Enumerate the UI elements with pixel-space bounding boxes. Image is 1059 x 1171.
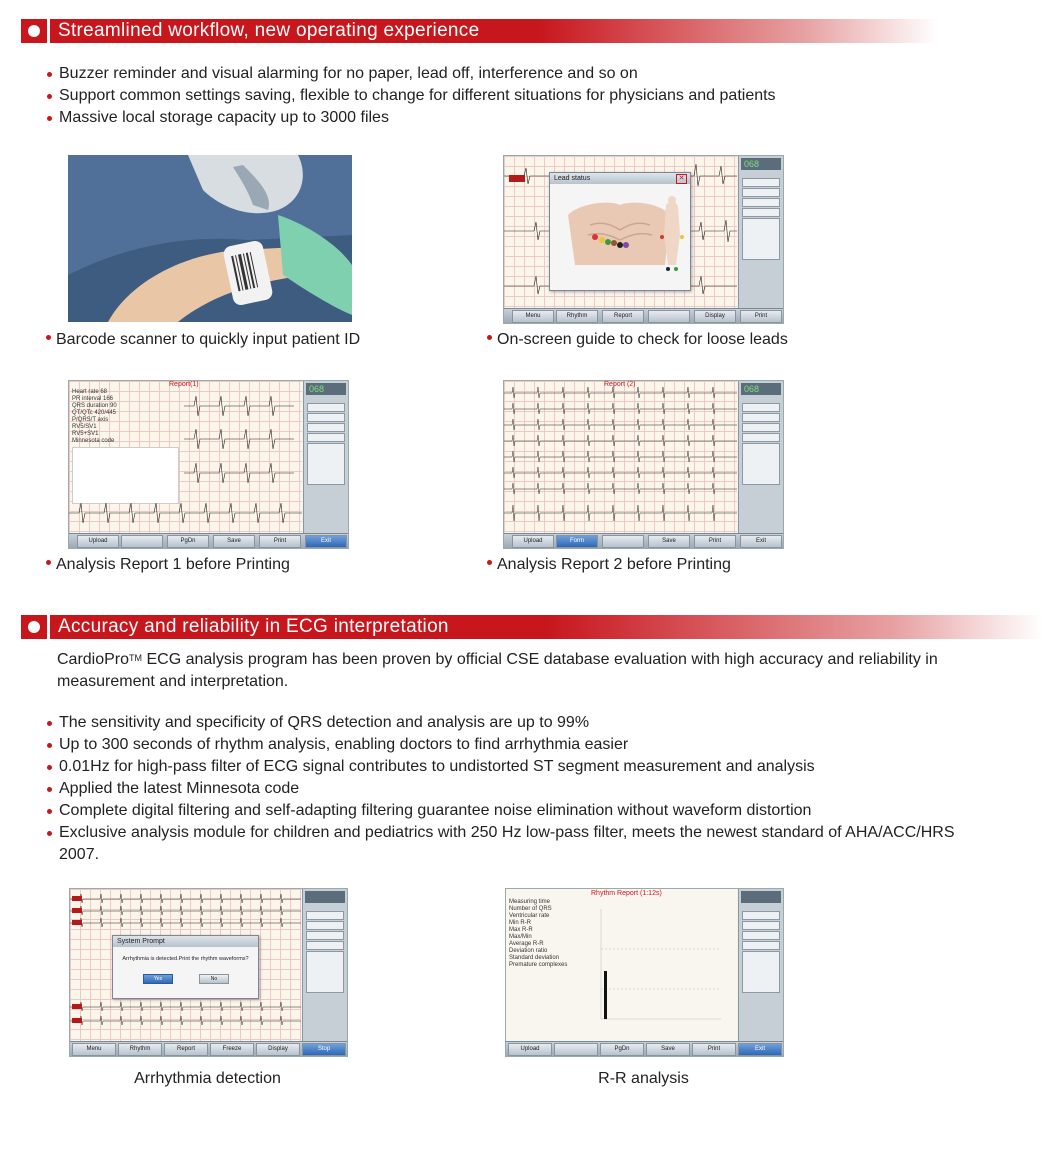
dialog-title: Lead status [550,173,690,184]
print-button[interactable]: Print [259,535,301,548]
toolbar [504,308,783,323]
print-button[interactable]: Print [692,1043,736,1056]
upload-button[interactable]: Upload [508,1043,552,1056]
heart-rate-readout [741,891,781,903]
close-icon[interactable]: ✕ [676,174,687,184]
caption-text: Analysis Report 1 before Printing [56,556,290,573]
caption-text: On-screen guide to check for loose leads [497,331,788,348]
caption-text: R-R analysis [598,1070,689,1087]
lead-status-dialog [549,172,691,291]
barcode-scanner-photo [68,155,352,322]
dialog-title: System Prompt [113,936,258,947]
save-button[interactable]: Save [646,1043,690,1056]
freeze-button[interactable]: Freeze [210,1043,254,1056]
caption-barcode [46,331,360,349]
save-button[interactable]: Save [213,535,255,548]
rhythm-button[interactable]: Rhythm [118,1043,162,1056]
list-item: Support common settings saving, flexible to change for different situations for physicians and patients [47,85,776,107]
list-item: Buzzer reminder and visual alarming for no paper, lead off, interference and so on [47,63,776,85]
pgdn-button[interactable]: PgDn [600,1043,644,1056]
exit-button[interactable]: Exit [738,1043,782,1056]
feature-list-accuracy [47,712,957,866]
report-title: Report (2) [604,381,636,388]
arrhythmia-screenshot [69,888,348,1057]
section-header-accuracy [21,615,1043,639]
caption-report2 [487,556,731,574]
rhythm-button[interactable]: Rhythm [556,310,598,323]
print-button[interactable]: Print [740,310,782,323]
report-title: Report(1) [169,381,199,388]
pgdn-button[interactable]: PgDn [167,535,209,548]
heart-rate-readout: 068 [306,383,346,395]
toolbar [506,1041,783,1056]
report-button[interactable]: Report [602,310,644,323]
intro-paragraph [57,649,977,693]
list-item: Complete digital filtering and self-adapting filtering guarantee noise elimination without waveform distortion [47,800,957,822]
caption-report1 [46,556,290,574]
report-title: Rhythm Report (1:12s) [591,890,662,897]
heart-rate-readout [305,891,345,903]
blank-button[interactable] [648,310,690,323]
yes-button[interactable]: Yes [143,974,173,984]
caption-arrhythmia [69,1070,346,1088]
side-panel [738,156,783,309]
section-bullet-icon [21,615,47,639]
toolbar [504,533,783,548]
intro-text: ECG analysis program has been proven by official CSE database evaluation with high accuracy and reliability in measurement and interpretation. [57,651,938,690]
feature-list-workflow [47,63,776,129]
save-button[interactable]: Save [648,535,690,548]
side-panel [303,381,348,534]
section-header-workflow [21,19,938,43]
caption-leads [487,331,788,349]
toolbar [69,533,348,548]
side-panel [302,889,347,1041]
print-button[interactable]: Print [694,535,736,548]
caption-rr [505,1070,782,1088]
list-item: The sensitivity and specificity of QRS detection and analysis are up to 99% [47,712,957,734]
report-button[interactable]: Report [164,1043,208,1056]
caption-text: Arrhythmia detection [134,1070,281,1087]
heart-rate-readout: 068 [741,383,781,395]
list-item: Up to 300 seconds of rhythm analysis, enabling doctors to find arrhythmia easier [47,734,957,756]
system-prompt-dialog [112,935,259,999]
form-button[interactable]: Form [556,535,598,548]
section-bullet-icon [21,19,47,43]
report2-screenshot [503,380,784,549]
display-button[interactable]: Display [694,310,736,323]
heart-rate-readout: 068 [741,158,781,170]
measurement-block: Heart rate 68 PR interval 166 QRS duration 90 QT/QTc 420/445 P/QRS/T axis RV5/SV1 RV5+SV1 Minnesota code [72,389,117,444]
list-item: Massive local storage capacity up to 3000 files [47,107,776,129]
lead-status-screenshot [503,155,784,324]
upload-button[interactable]: Upload [512,535,554,548]
rr-analysis-screenshot [505,888,784,1057]
section-title: Streamlined workflow, new operating experience [50,19,938,43]
caption-text: Analysis Report 2 before Printing [497,556,731,573]
caption-text: Barcode scanner to quickly input patient ID [56,331,361,348]
list-item: Exclusive analysis module for children and pediatrics with 250 Hz low-pass filter, meets the newest standard of AHA/ACC/HRS 2007. [47,822,957,866]
trademark: TM [129,653,143,663]
blank-button[interactable] [602,535,644,548]
upload-button[interactable]: Upload [77,535,119,548]
list-item: Applied the latest Minnesota code [47,778,957,800]
stop-button[interactable]: Stop [302,1043,346,1056]
no-button[interactable]: No [199,974,229,984]
toolbar [70,1041,347,1056]
menu-button[interactable]: Menu [72,1043,116,1056]
brand-name: CardioPro [57,651,130,668]
section-title: Accuracy and reliability in ECG interpretation [50,615,1043,639]
blank-button[interactable] [554,1043,598,1056]
menu-button[interactable]: Menu [512,310,554,323]
blank-button[interactable] [121,535,163,548]
side-panel [738,381,783,534]
side-panel [738,889,783,1041]
exit-button[interactable]: Exit [305,535,347,548]
exit-button[interactable]: Exit [740,535,782,548]
rr-statistics-block: Measuring time Number of QRS Ventricular rate Min R-R Max R-R Max/Min Average R-R Deviation ratio Standard deviation Premature complexes [509,899,568,968]
report1-screenshot [68,380,349,549]
list-item: 0.01Hz for high-pass filter of ECG signal contributes to undistorted ST segment measurement and analysis [47,756,957,778]
dialog-message: Arrhythmia is detected.Print the rhythm waveforms? [122,956,249,962]
display-button[interactable]: Display [256,1043,300,1056]
